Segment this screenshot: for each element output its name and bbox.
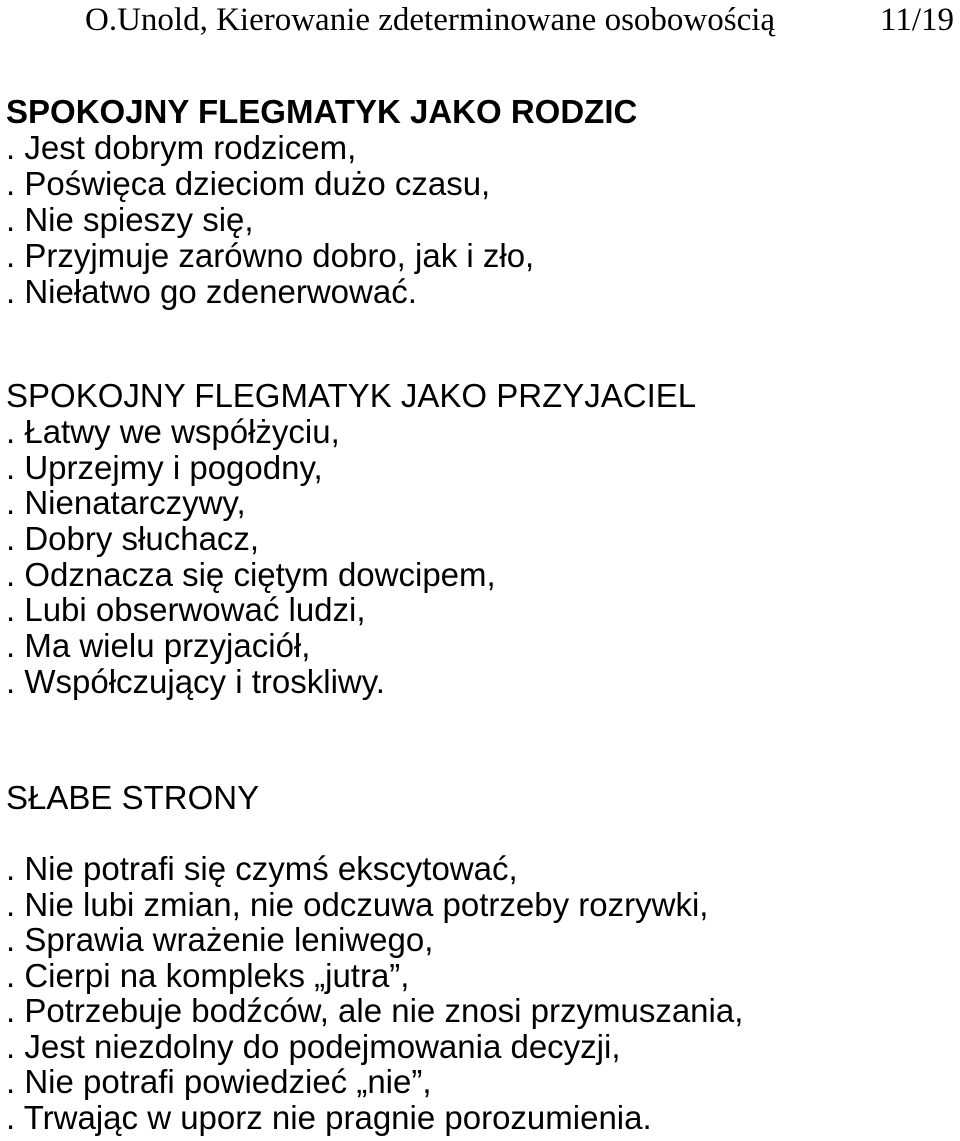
list-item: . Lubi obserwować ludzi, xyxy=(6,591,366,629)
section-weaknesses xyxy=(6,780,743,1135)
section-heading: SPOKOJNY FLEGMATYK JAKO PRZYJACIEL xyxy=(6,377,697,414)
list-item: . Przyjmuje zarówno dobro, jak i zło, xyxy=(6,237,535,274)
list-item: . Łatwy we współżyciu, xyxy=(6,413,340,450)
section-heading: SPOKOJNY FLEGMATYK JAKO RODZIC xyxy=(6,93,638,130)
page-header xyxy=(0,0,960,40)
list-item: . Poświęca dzieciom dużo czasu, xyxy=(6,165,491,202)
list-item: . Dobry słuchacz, xyxy=(6,520,260,558)
list-item: . Nie spieszy się, xyxy=(6,201,254,238)
section-parent xyxy=(6,94,637,310)
list-item: . Odznacza się ciętym dowcipem, xyxy=(6,555,496,593)
list-item: . Cierpi na kompleks „jutra”, xyxy=(6,956,410,994)
list-item: . Sprawia wrażenie leniwego, xyxy=(6,921,434,958)
document-title: O.Unold, Kierowanie zdeterminowane osobowością xyxy=(85,2,776,38)
list-item: . Niełatwo go zdenerwować. xyxy=(6,273,417,310)
section-heading: SŁABE STRONY xyxy=(6,779,260,816)
section-list xyxy=(6,130,637,310)
list-item: . Jest dobrym rodzicem, xyxy=(6,129,357,166)
list-item: . Nienatarczywy, xyxy=(6,484,246,522)
list-item: . Nie potrafi powiedzieć „nie”, xyxy=(6,1063,432,1100)
list-item: . Nie potrafi się czymś ekscytować, xyxy=(6,850,518,887)
list-item: . Trwając w uporz nie pragnie porozumienia. xyxy=(6,1098,652,1136)
list-item: . Jest niezdolny do podejmowania decyzji, xyxy=(6,1027,621,1065)
list-item: . Ma wielu przyjaciół, xyxy=(6,627,311,665)
page-number: 11/19 xyxy=(880,2,954,38)
list-item: . Potrzebuje bodźców, ale nie znosi przymuszania, xyxy=(6,992,744,1029)
section-friend xyxy=(6,378,696,700)
list-item: . Współczujący i troskliwy. xyxy=(6,662,385,700)
section-list xyxy=(6,851,743,1135)
list-item: . Nie lubi zmian, nie odczuwa potrzeby rozrywki, xyxy=(6,885,709,923)
section-list xyxy=(6,414,696,700)
list-item: . Uprzejmy i pogodny, xyxy=(6,448,323,486)
